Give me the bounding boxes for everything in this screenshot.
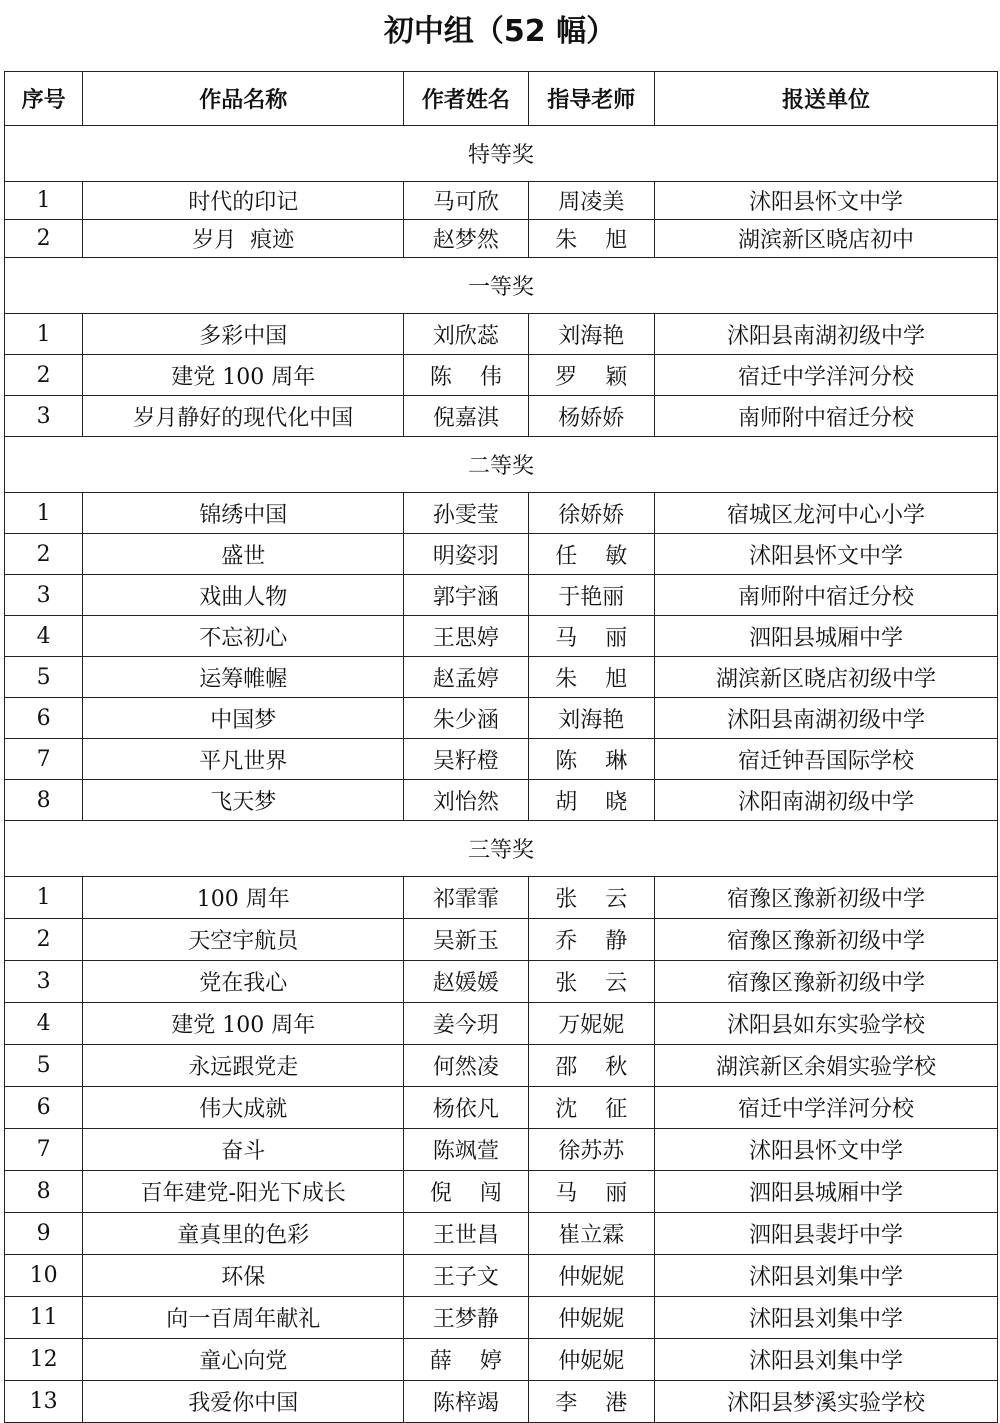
cell-work-title: 建党 100 周年 [83,355,404,396]
cell-teacher: 周凌美 [528,182,654,220]
cell-index: 2 [5,355,83,396]
cell-work-title: 奋斗 [83,1129,404,1171]
table-row [5,780,998,821]
cell-index: 13 [5,1381,83,1423]
cell-work-title: 童心向党 [83,1339,404,1381]
table-row [5,575,998,616]
header-row [5,72,998,126]
cell-index: 1 [5,314,83,355]
cell-index: 5 [5,657,83,698]
cell-school: 沭阳县刘集中学 [654,1255,997,1297]
cell-author: 姜今玥 [404,1003,528,1045]
cell-work-title: 向一百周年献礼 [83,1297,404,1339]
cell-school: 湖滨新区晓店初中 [654,220,997,258]
cell-index: 6 [5,1087,83,1129]
cell-teacher: 马 丽 [528,616,654,657]
cell-index: 3 [5,396,83,437]
cell-teacher: 朱 旭 [528,657,654,698]
cell-index: 1 [5,877,83,919]
cell-school: 沭阳县梦溪实验学校 [654,1381,997,1423]
cell-work-title: 多彩中国 [83,314,404,355]
cell-work-title: 平凡世界 [83,739,404,780]
cell-teacher: 仲妮妮 [528,1255,654,1297]
cell-teacher: 徐娇娇 [528,493,654,534]
cell-author: 祁霏霏 [404,877,528,919]
table-row [5,220,998,258]
cell-author: 王子文 [404,1255,528,1297]
cell-teacher: 罗 颖 [528,355,654,396]
cell-index: 1 [5,182,83,220]
header-work-title: 作品名称 [83,72,404,126]
cell-author: 赵孟婷 [404,657,528,698]
cell-author: 王思婷 [404,616,528,657]
page-title: 初中组（52 幅） [383,14,617,49]
cell-school: 泗阳县城厢中学 [654,1171,997,1213]
cell-author: 杨依凡 [404,1087,528,1129]
cell-teacher: 任 敏 [528,534,654,575]
cell-work-title: 天空宇航员 [83,919,404,961]
table-row [5,919,998,961]
cell-index: 12 [5,1339,83,1381]
cell-school: 沭阳县怀文中学 [654,1129,997,1171]
cell-teacher: 沈 征 [528,1087,654,1129]
cell-teacher: 万妮妮 [528,1003,654,1045]
cell-author: 王世昌 [404,1213,528,1255]
cell-teacher: 于艳丽 [528,575,654,616]
cell-school: 沭阳县怀文中学 [654,534,997,575]
table-row [5,739,998,780]
section-title: 一等奖 [5,258,998,314]
table-row [5,1045,998,1087]
cell-author: 倪 闯 [404,1171,528,1213]
cell-school: 宿迁钟吾国际学校 [654,739,997,780]
cell-work-title: 戏曲人物 [83,575,404,616]
cell-index: 2 [5,534,83,575]
cell-school: 湖滨新区余娟实验学校 [654,1045,997,1087]
cell-teacher: 胡 晓 [528,780,654,821]
cell-index: 1 [5,493,83,534]
cell-teacher: 陈 琳 [528,739,654,780]
section-title: 三等奖 [5,821,998,877]
cell-work-title: 童真里的色彩 [83,1213,404,1255]
cell-author: 吴籽橙 [404,739,528,780]
cell-author: 何然凌 [404,1045,528,1087]
header-school: 报送单位 [654,72,997,126]
cell-school: 宿豫区豫新初级中学 [654,961,997,1003]
cell-work-title: 我爱你中国 [83,1381,404,1423]
cell-work-title: 不忘初心 [83,616,404,657]
cell-school: 沭阳县如东实验学校 [654,1003,997,1045]
section-row [5,126,998,182]
table-row [5,877,998,919]
cell-school: 南师附中宿迁分校 [654,575,997,616]
cell-author: 刘欣蕊 [404,314,528,355]
cell-school: 湖滨新区晓店初级中学 [654,657,997,698]
cell-school: 宿豫区豫新初级中学 [654,919,997,961]
cell-school: 宿豫区豫新初级中学 [654,877,997,919]
cell-index: 7 [5,1129,83,1171]
cell-work-title: 中国梦 [83,698,404,739]
table-row [5,1297,998,1339]
cell-index: 4 [5,1003,83,1045]
table-row [5,616,998,657]
cell-author: 刘怡然 [404,780,528,821]
cell-school: 沭阳县刘集中学 [654,1339,997,1381]
cell-teacher: 崔立霖 [528,1213,654,1255]
table-row [5,1339,998,1381]
cell-index: 10 [5,1255,83,1297]
cell-work-title: 运筹帷幄 [83,657,404,698]
cell-teacher: 仲妮妮 [528,1297,654,1339]
cell-school: 沭阳南湖初级中学 [654,780,997,821]
cell-work-title: 盛世 [83,534,404,575]
table-row [5,355,998,396]
table-row [5,182,998,220]
cell-teacher: 马 丽 [528,1171,654,1213]
cell-work-title: 岁月 痕迹 [83,220,404,258]
cell-author: 明姿羽 [404,534,528,575]
cell-author: 马可欣 [404,182,528,220]
cell-work-title: 岁月静好的现代化中国 [83,396,404,437]
cell-author: 陈 伟 [404,355,528,396]
award-table [4,71,998,1423]
cell-author: 王梦静 [404,1297,528,1339]
header-index: 序号 [5,72,83,126]
cell-author: 吴新玉 [404,919,528,961]
cell-work-title: 100 周年 [83,877,404,919]
cell-author: 朱少涵 [404,698,528,739]
table-body [5,126,998,1423]
table-row [5,493,998,534]
table-row [5,1129,998,1171]
cell-teacher: 刘海艳 [528,698,654,739]
cell-index: 6 [5,698,83,739]
cell-author: 郭宇涵 [404,575,528,616]
cell-index: 7 [5,739,83,780]
table-row [5,1255,998,1297]
cell-teacher: 杨娇娇 [528,396,654,437]
table-row [5,698,998,739]
cell-teacher: 徐苏苏 [528,1129,654,1171]
cell-work-title: 伟大成就 [83,1087,404,1129]
cell-index: 3 [5,961,83,1003]
cell-index: 8 [5,1171,83,1213]
cell-work-title: 建党 100 周年 [83,1003,404,1045]
cell-work-title: 锦绣中国 [83,493,404,534]
cell-author: 倪嘉淇 [404,396,528,437]
cell-school: 沭阳县刘集中学 [654,1297,997,1339]
cell-author: 薛 婷 [404,1339,528,1381]
section-row [5,437,998,493]
cell-teacher: 李 港 [528,1381,654,1423]
section-title: 二等奖 [5,437,998,493]
cell-school: 宿迁中学洋河分校 [654,355,997,396]
cell-index: 8 [5,780,83,821]
cell-index: 11 [5,1297,83,1339]
cell-school: 泗阳县裴圩中学 [654,1213,997,1255]
cell-school: 宿城区龙河中心小学 [654,493,997,534]
cell-school: 南师附中宿迁分校 [654,396,997,437]
cell-author: 陈梓竭 [404,1381,528,1423]
cell-author: 陈飒萱 [404,1129,528,1171]
cell-work-title: 飞天梦 [83,780,404,821]
header-teacher: 指导老师 [528,72,654,126]
cell-teacher: 朱 旭 [528,220,654,258]
cell-author: 孙雯莹 [404,493,528,534]
cell-work-title: 百年建党-阳光下成长 [83,1171,404,1213]
cell-work-title: 环保 [83,1255,404,1297]
table-row [5,1087,998,1129]
cell-work-title: 永远跟党走 [83,1045,404,1087]
section-row [5,821,998,877]
cell-teacher: 刘海艳 [528,314,654,355]
cell-author: 赵梦然 [404,220,528,258]
table-row [5,657,998,698]
cell-index: 9 [5,1213,83,1255]
table-row [5,314,998,355]
cell-teacher: 仲妮妮 [528,1339,654,1381]
cell-school: 沭阳县南湖初级中学 [654,698,997,739]
cell-teacher: 乔 静 [528,919,654,961]
cell-school: 沭阳县怀文中学 [654,182,997,220]
cell-work-title: 党在我心 [83,961,404,1003]
section-title: 特等奖 [5,126,998,182]
table-row [5,534,998,575]
cell-school: 泗阳县城厢中学 [654,616,997,657]
section-row [5,258,998,314]
table-row [5,1171,998,1213]
cell-index: 2 [5,220,83,258]
cell-work-title: 时代的印记 [83,182,404,220]
cell-author: 赵媛媛 [404,961,528,1003]
cell-index: 3 [5,575,83,616]
table-row [5,1003,998,1045]
cell-index: 5 [5,1045,83,1087]
header-author: 作者姓名 [404,72,528,126]
cell-teacher: 邵 秋 [528,1045,654,1087]
cell-index: 4 [5,616,83,657]
cell-index: 2 [5,919,83,961]
cell-school: 沭阳县南湖初级中学 [654,314,997,355]
cell-school: 宿迁中学洋河分校 [654,1087,997,1129]
table-row [5,1213,998,1255]
table-row [5,1381,998,1423]
table-row [5,961,998,1003]
cell-teacher: 张 云 [528,961,654,1003]
table-row [5,396,998,437]
cell-teacher: 张 云 [528,877,654,919]
